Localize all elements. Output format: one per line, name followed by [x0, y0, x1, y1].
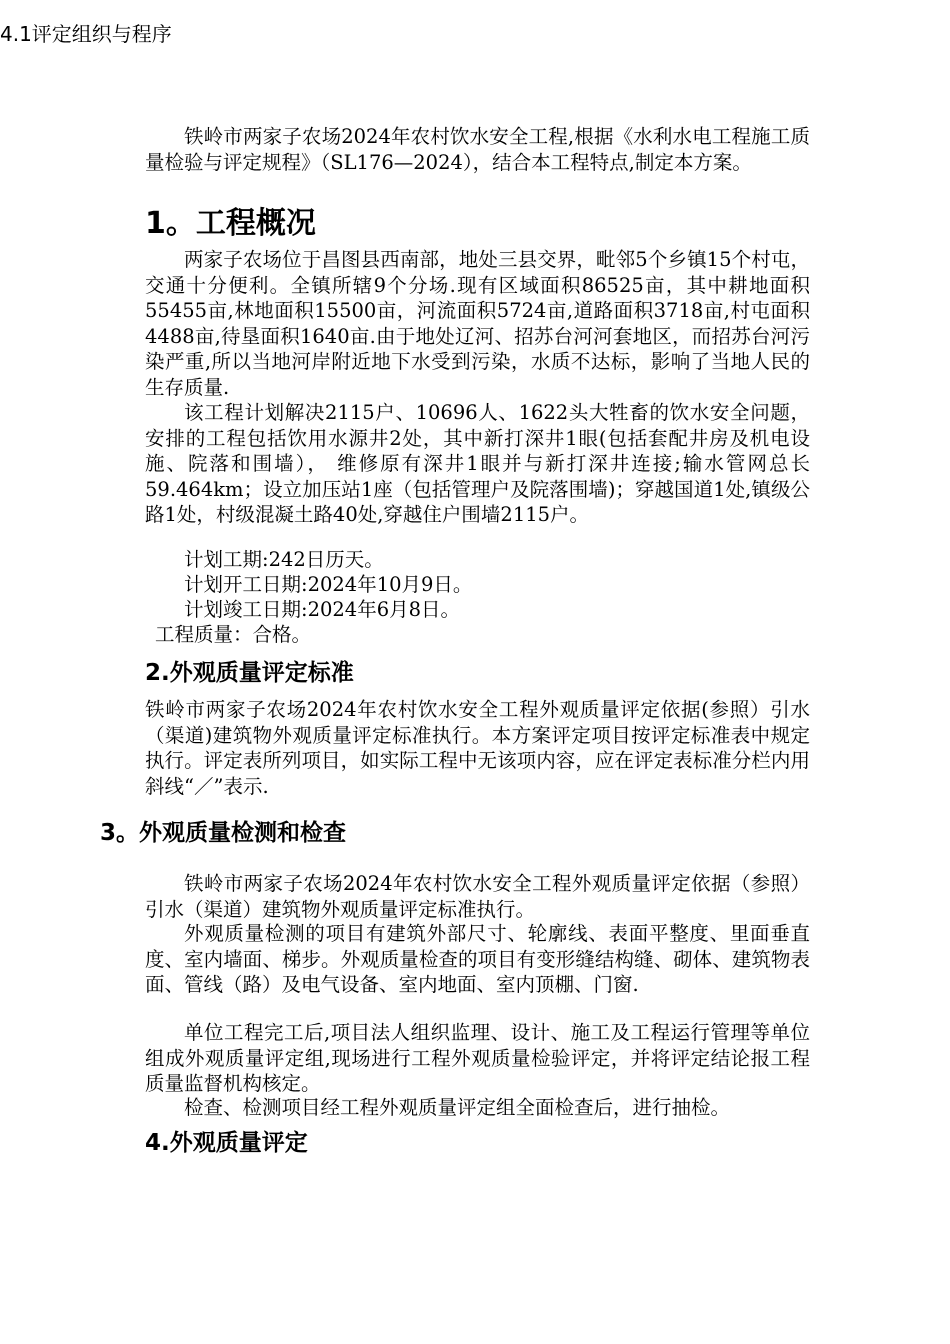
section1-heading: 1。工程概况 [145, 206, 316, 241]
planned-completion-date: 计划竣工日期:2024年6月8日。 [184, 598, 461, 621]
section3-heading: 3。外观质量检测和检查 [100, 820, 347, 846]
section3-paragraph-4: 检查、检测项目经工程外观质量评定组全面检查后，进行抽检。 [184, 1096, 731, 1119]
project-quality: 工程质量：合格。 [155, 623, 312, 646]
section3-paragraph-2: 外观质量检测的项目有建筑外部尺寸、轮廓线、表面平整度、里面垂直度、室内墙面、梯步。外观质量检查的项目有变形缝结构缝、砌体、建筑物表面、管线（路）及电气设备、室内地面、室内顶棚、门窗. [145, 922, 810, 997]
section3-paragraph-3: 单位工程完工后,项目法人组织监理、设计、施工及工程运行管理等单位组成外观质量评定组,现场进行工程外观质量检验评定，并将评定结论报工程质量监督机构核定。 [145, 1021, 810, 1096]
section2-heading: 2.外观质量评定标准 [145, 660, 354, 686]
planned-duration: 计划工期:242日历天。 [184, 548, 384, 571]
subsection-4-1-heading: 4.1评定组织与程序 [0, 22, 172, 46]
planned-start-date: 计划开工日期:2024年10月9日。 [184, 573, 473, 596]
intro-paragraph: 铁岭市两家子农场2024年农村饮水安全工程,根据《水利水电工程施工质量检验与评定规程》（SL176—2024），结合本工程特点,制定本方案。 [145, 125, 810, 174]
overview-paragraph-2: 该工程计划解决2115户、10696人、1622头大牲畜的饮水安全问题，安排的工程包括饮用水源井2处，其中新打深井1眼(包括套配井房及机电设施、院落和围墙）， 维修原有深井1眼并与新打深井连接;输水管网总长59.464km；设立加压站1座（包括管理户及院落围墙)；穿越国道1处,镇级公路1处，村级混凝土路40处,穿越住户围墙2115户。 [145, 401, 810, 527]
section4-heading: 4.外观质量评定 [145, 1130, 308, 1156]
overview-paragraph-1: 两家子农场位于昌图县西南部，地处三县交界，毗邻5个乡镇15个村屯，交通十分便利。全镇所辖9个分场.现有区域面积86525亩，其中耕地面积55455亩,林地面积15500亩，河流面积5724亩,道路面积3718亩,村屯面积4488亩,待垦面积1640亩.由于地处辽河、招苏台河河套地区，而招苏台河污染严重,所以当地河岸附近地下水受到污染，水质不达标，影响了当地人民的生存质量. [145, 248, 810, 399]
section2-paragraph: 铁岭市两家子农场2024年农村饮水安全工程外观质量评定依据(参照）引水（渠道)建筑物外观质量评定标准执行。本方案评定项目按评定标准表中规定执行。评定表所列项目，如实际工程中无该项内容，应在评定表标准分栏内用斜线“／”表示. [145, 698, 810, 798]
section3-paragraph-1: 铁岭市两家子农场2024年农村饮水安全工程外观质量评定依据（参照）引水（渠道）建筑物外观质量评定标准执行。 [145, 872, 810, 921]
